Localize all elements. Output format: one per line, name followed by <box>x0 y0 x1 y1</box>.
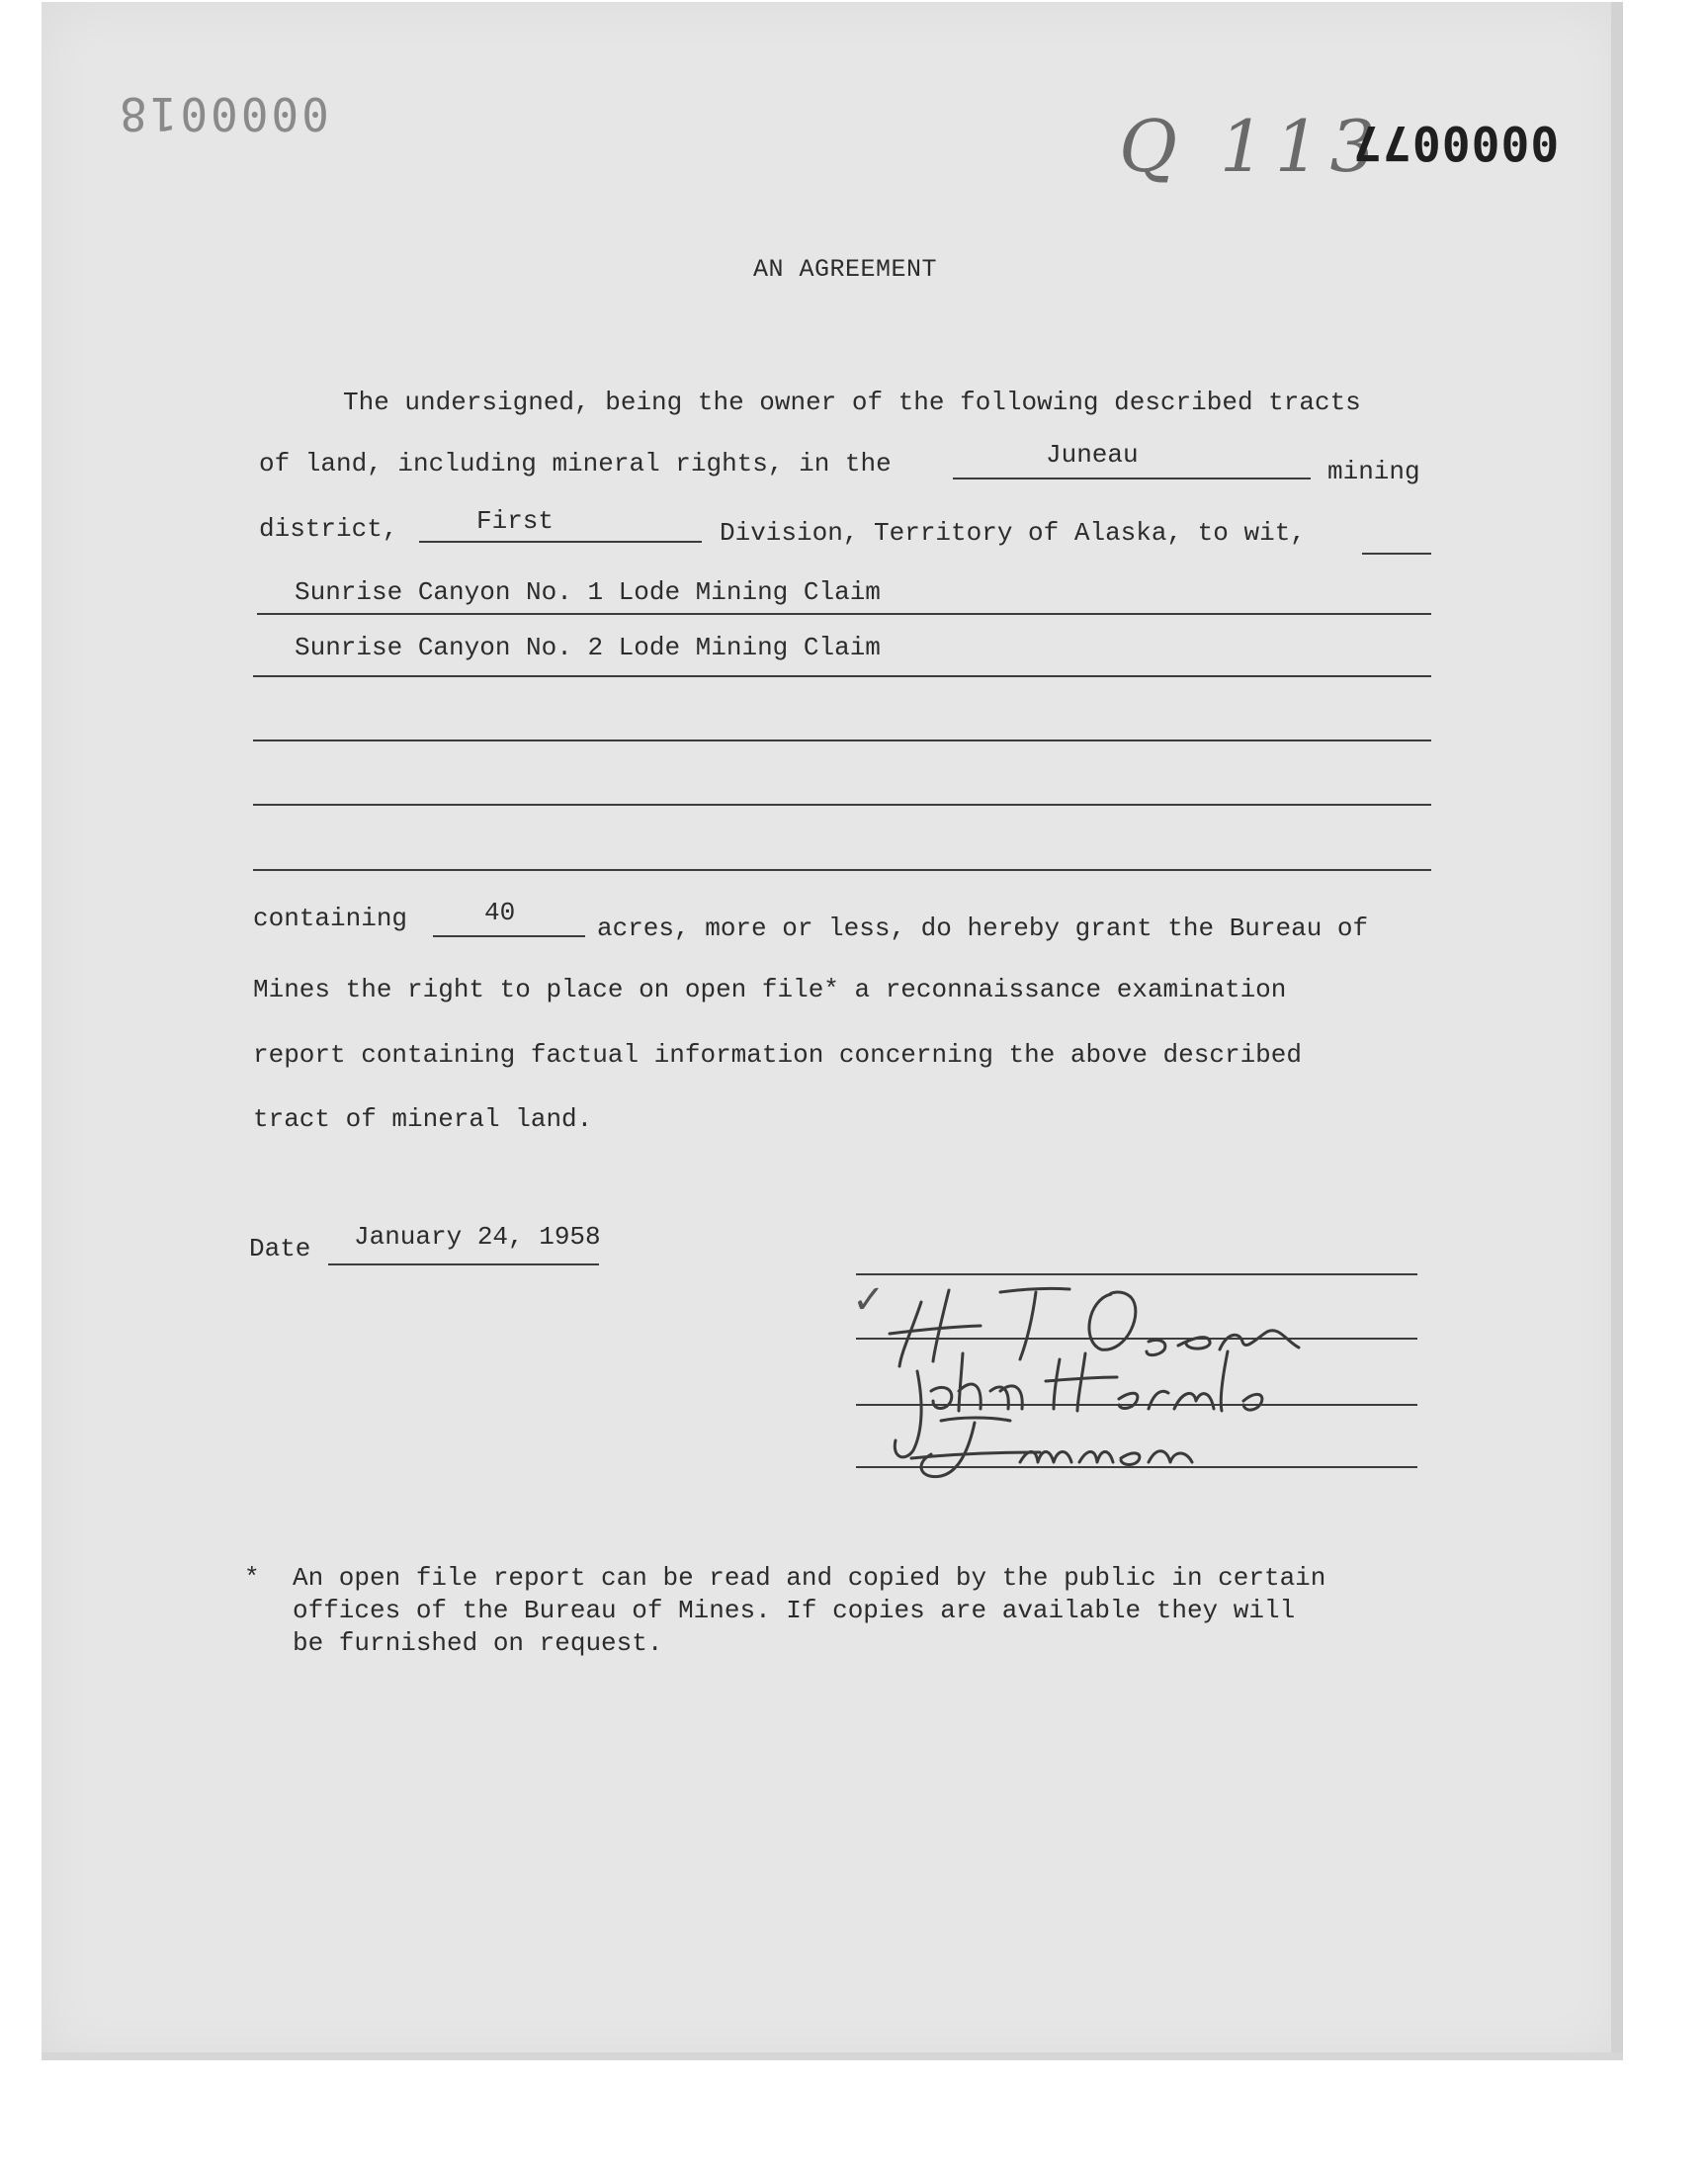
tract-underline-4 <box>253 804 1431 806</box>
footnote-marker: * <box>244 1563 260 1593</box>
division-value: First <box>476 506 555 536</box>
stamp-number-top-left: 0000018 <box>117 87 329 140</box>
grant-line-1-end: acres, more or less, do hereby grant the Bureau of <box>597 914 1369 943</box>
document-page <box>42 2 1623 2060</box>
district-name-underline <box>953 478 1311 479</box>
paragraph-line-1: The undersigned, being the owner of the following described tracts <box>343 388 1361 417</box>
page-edge-right <box>1611 2 1623 2060</box>
paragraph-line-3-start: district, <box>259 514 398 544</box>
grant-line-3: report containing factual information concerning the above described <box>253 1040 1302 1070</box>
acres-underline <box>433 935 585 937</box>
grant-line-2: Mines the right to place on open file* a reconnaissance examination <box>253 975 1287 1004</box>
tract-underline-3 <box>253 740 1431 741</box>
footnote-line-1: An open file report can be read and copied by the public in certain <box>293 1563 1326 1593</box>
to-wit-blank-line <box>1362 553 1431 555</box>
tract-underline-1 <box>257 613 1431 615</box>
paragraph-line-2-end: mining <box>1327 457 1420 486</box>
tract-underline-5 <box>253 869 1431 871</box>
document-title: AN AGREEMENT <box>753 255 938 284</box>
signatures-graphic <box>852 1243 1366 1500</box>
page-edge-bottom <box>42 2052 1623 2060</box>
acres-value: 40 <box>484 898 516 927</box>
footnote-line-2: offices of the Bureau of Mines. If copies are available they will <box>293 1596 1296 1625</box>
tract-line-2: Sunrise Canyon No. 2 Lode Mining Claim <box>295 633 881 662</box>
date-value: January 24, 1958 <box>354 1222 601 1252</box>
tract-underline-2 <box>253 675 1431 677</box>
district-name-value: Juneau <box>1046 440 1139 470</box>
footnote-line-3: be furnished on request. <box>293 1628 663 1658</box>
footnote-text <box>293 1562 1325 1660</box>
grant-line-1-start: containing <box>253 904 408 933</box>
check-mark: ✓ <box>852 1277 886 1323</box>
handwritten-file-note: Q 113 <box>1119 105 1386 188</box>
tract-line-1: Sunrise Canyon No. 1 Lode Mining Claim <box>295 577 881 607</box>
date-underline <box>328 1263 599 1265</box>
paragraph-line-3-end: Division, Territory of Alaska, to wit, <box>720 518 1306 548</box>
stamp-number-top-right: 0000077 <box>1352 115 1560 170</box>
paragraph-line-2-start: of land, including mineral rights, in the <box>259 449 892 478</box>
grant-line-4: tract of mineral land. <box>253 1104 593 1134</box>
date-label: Date <box>249 1234 311 1263</box>
division-underline <box>419 541 702 543</box>
